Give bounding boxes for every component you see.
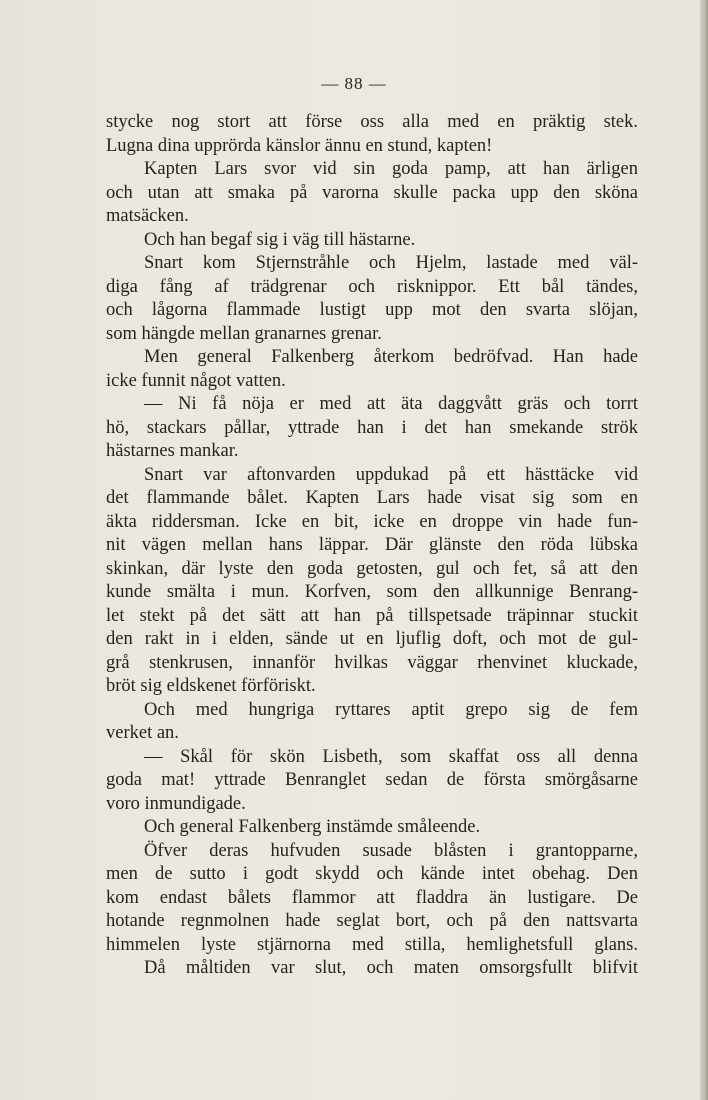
body-text — [106, 111, 638, 981]
text-line: kunde smälta i mun. Korfven, som den allkunnige Benrang- — [106, 582, 638, 602]
text-line: hästarnes mankar. — [106, 441, 239, 461]
text-line: goda mat! yttrade Benranglet sedan de första smörgåsarne — [106, 770, 638, 790]
text-line: Och han begaf sig i väg till hästarne. — [144, 229, 416, 250]
text-line: hotande regnmolnen hade seglat bort, och på den nattsvarta — [106, 911, 638, 931]
text-line: Snart var aftonvarden uppdukad på ett hästtäcke vid — [144, 464, 638, 485]
text-line: nit vägen mellan hans läppar. Där glänste den röda lübska — [106, 535, 638, 555]
text-line: icke funnit något vatten. — [106, 370, 286, 391]
text-line: bröt sig eldskenet förföriskt. — [106, 676, 316, 696]
text-line: let stekt på det sätt att han på tillspetsade träpinnar stuckit — [106, 605, 638, 626]
text-line: hö, stackars pållar, yttrade han i det han smekande strök — [106, 417, 638, 438]
text-line: — Skål för skön Lisbeth, som skaffat oss all denna — [144, 746, 638, 767]
text-line: och lågorna flammade lustigt upp mot den svarta slöjan, — [106, 300, 638, 320]
text-line: verket an. — [106, 723, 179, 743]
text-line: Men general Falkenberg återkom bedröfvad. Han hade — [144, 347, 638, 367]
text-line: kom endast bålets flammor att fladdra än lustigare. De — [106, 887, 638, 908]
text-line: Kapten Lars svor vid sin goda pamp, att han ärligen — [144, 159, 638, 179]
text-line: Öfver deras hufvuden susade blåsten i grantopparne, — [144, 840, 638, 861]
text-line: Lugna dina upprörda känslor ännu en stund, kapten! — [106, 135, 493, 156]
text-line: den rakt in i elden, sände ut en ljuflig doft, och mot de gul- — [106, 629, 638, 649]
text-line: voro inmundigade. — [106, 793, 246, 814]
text-line: men de sutto i godt skydd och kände intet obehag. Den — [106, 864, 638, 884]
text-line: grå stenkrusen, innanför hvilkas väggar rhenvinet kluckade, — [106, 652, 638, 673]
text-line: Snart kom Stjernstråhle och Hjelm, lastade med väl- — [144, 253, 638, 273]
text-line: diga fång af trädgrenar och risknippor. Ett bål tändes, — [106, 276, 638, 297]
text-line: det flammande bålet. Kapten Lars hade visat sig som en — [106, 488, 638, 508]
text-line: och utan att smaka på varorna skulle packa upp den sköna — [106, 182, 638, 203]
text-line: Och general Falkenberg instämde småleende. — [144, 817, 481, 837]
text-line: som hängde mellan granarnes grenar. — [106, 323, 382, 344]
text-line: skinkan, där lyste den goda getosten, gul och fet, så att den — [106, 558, 638, 579]
text-line: — Ni få nöja er med att äta daggvått gräs och torrt — [144, 394, 638, 414]
text-line: Då måltiden var slut, och maten omsorgsfullt blifvit — [144, 958, 638, 978]
page-edge — [700, 0, 708, 1100]
text-line: himmelen lyste stjärnorna med stilla, hemlighetsfull glans. — [106, 934, 638, 955]
text-line: Och med hungriga ryttares aptit grepo sig de fem — [144, 699, 638, 720]
text-line: matsäcken. — [106, 206, 189, 226]
page-number: — 88 — — [321, 74, 387, 93]
text-line: äkta riddersman. Icke en bit, icke en droppe vin hade fun- — [106, 511, 638, 532]
text-line: stycke nog stort att förse oss alla med en präktig stek. — [106, 112, 638, 132]
